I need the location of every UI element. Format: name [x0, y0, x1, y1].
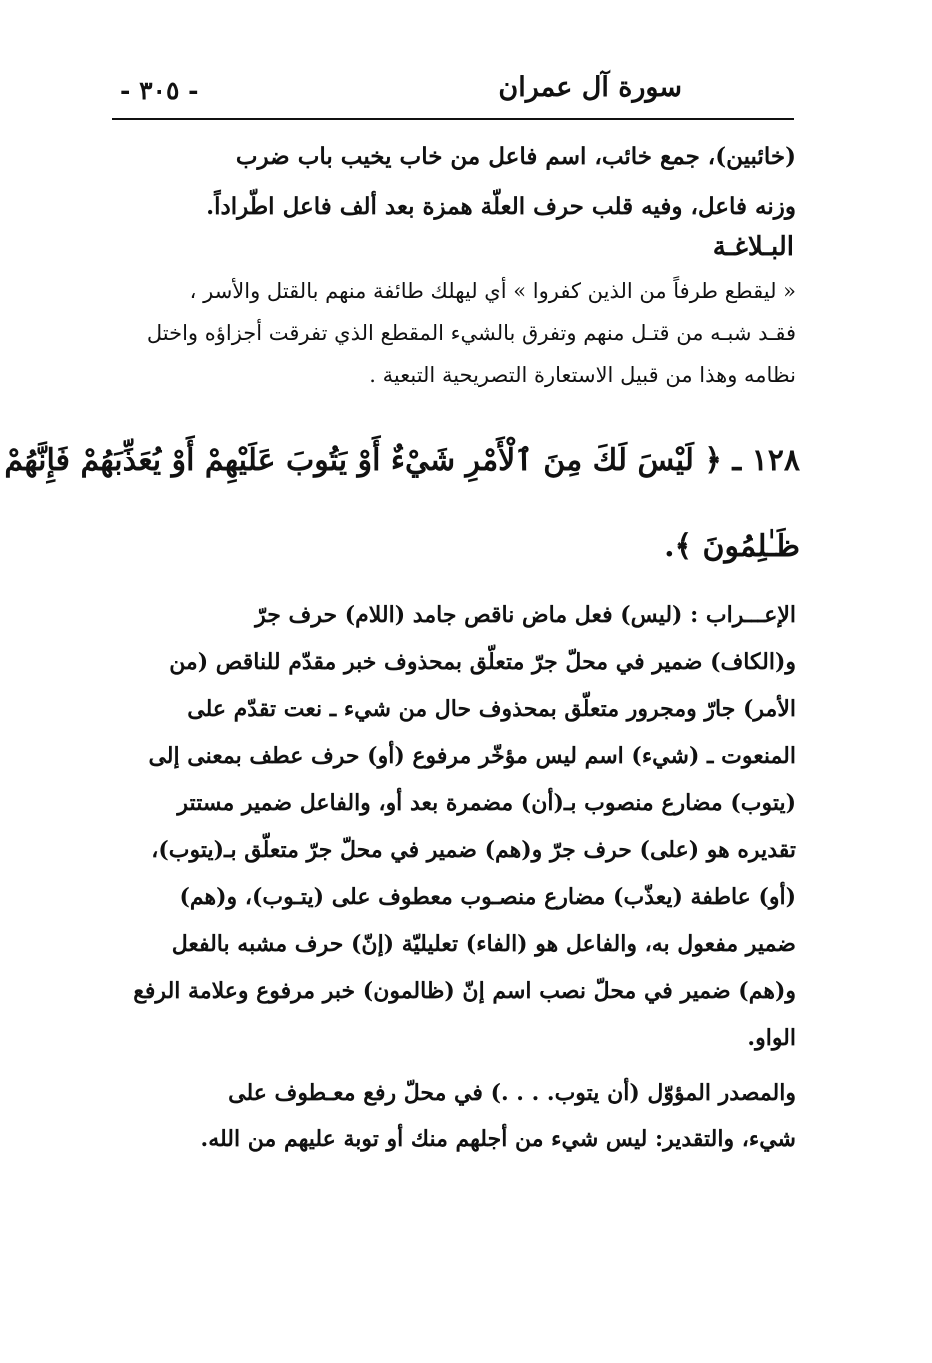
surah-title: سورة آل عمران: [498, 72, 682, 103]
irab-line: (أو) عاطفة (يعذّب) مضارع منصـوب معطوف على (يتـوب)، و(هم): [179, 884, 796, 910]
vocab-line: (خائبين)، جمع خائب، اسم فاعل من خاب يخيب باب ضرب: [235, 143, 796, 170]
irab-first-line: [128, 592, 796, 639]
balagha-paragraph: [136, 270, 796, 396]
balagha-heading: البـلاغـة: [712, 232, 794, 262]
masdar-line: والمصدر المؤوّل (أن يتوب. . . .) في محلّ رفع معـطوف على: [228, 1080, 796, 1106]
vocab-line: وزنه فاعل، وفيه قلب حرف العلّة همزة بعد ألف فاعل اطّراداً.: [206, 193, 796, 220]
irab-line: ضمير مفعول به، والفاعل هو (الفاء) تعليليّة (إنّ) حرف مشبه بالفعل: [171, 931, 796, 957]
masdar-line: شيء، والتقدير: ليس شيء من أجلهم منك أو توبة عليهم من الله.: [200, 1126, 796, 1152]
balagha-line: « ليقطع طرفاً من الذين كفروا » أي ليهلك طائفة منهم بالقتل والأسر ،: [189, 279, 796, 303]
irab-line: و(الكاف) ضمير في محلّ جرّ متعلّق بمحذوف خبر مقدّم للناقص (من: [169, 649, 796, 675]
irab-line: تقديره هو (على) حرف جرّ و(هم) ضمير في محلّ جرّ متعلّق بـ(يتوب)،: [151, 837, 796, 863]
irab-heading: الإعـــراب: [705, 602, 796, 628]
balagha-line: نظامه وهذا من قبيل الاستعارة التصريحية التبعية .: [369, 363, 796, 387]
irab-paragraph: [128, 592, 796, 1062]
irab-line: و(هم) ضمير في محلّ نصب اسم إنّ (ظالمون) خبر مرفوع وعلامة الرفع: [133, 978, 796, 1004]
irab-separator: :: [682, 602, 706, 628]
irab-line: المنعوت ـ (شيء) اسم ليس مؤخّر مرفوع (أو) حرف عطف بمعنى إلى: [148, 743, 796, 769]
quran-verse: [4, 418, 800, 590]
page-number: - ٣٠٥ -: [120, 76, 199, 105]
vocabulary-paragraph: [128, 132, 796, 232]
irab-first-line-text: (ليس) فعل ماض ناقص جامد (اللام) حرف جرّ: [255, 602, 683, 628]
header-divider: [112, 118, 794, 120]
irab-line: الواو.: [747, 1025, 796, 1051]
irab-line: (يتوب) مضارع منصوب بـ(أن) مضمرة بعد أو، والفاعل ضمير مستتر: [177, 790, 796, 816]
irab-line: الأمر) جارّ ومجرور متعلّق بمحذوف حال من شيء ـ نعت تقدّم على: [187, 696, 796, 722]
masdar-paragraph: [128, 1070, 796, 1162]
page-header: [112, 72, 792, 116]
balagha-line: فقـد شبـه من قتـل منهم وتفرق بالشيء المقطع الذي تفرقت أجزاؤه واختل: [146, 321, 796, 345]
verse-line: ١٢٨ ـ ﴿ لَيْسَ لَكَ مِنَ ٱلْأَمْرِ شَيْءٌ أَوْ يَتُوبَ عَلَيْهِمْ أَوْ يُعَذِّبَهُمْ فَإِنَّهُمْ: [4, 443, 800, 478]
verse-line: ظَـٰلِمُونَ ﴾.: [664, 529, 800, 564]
